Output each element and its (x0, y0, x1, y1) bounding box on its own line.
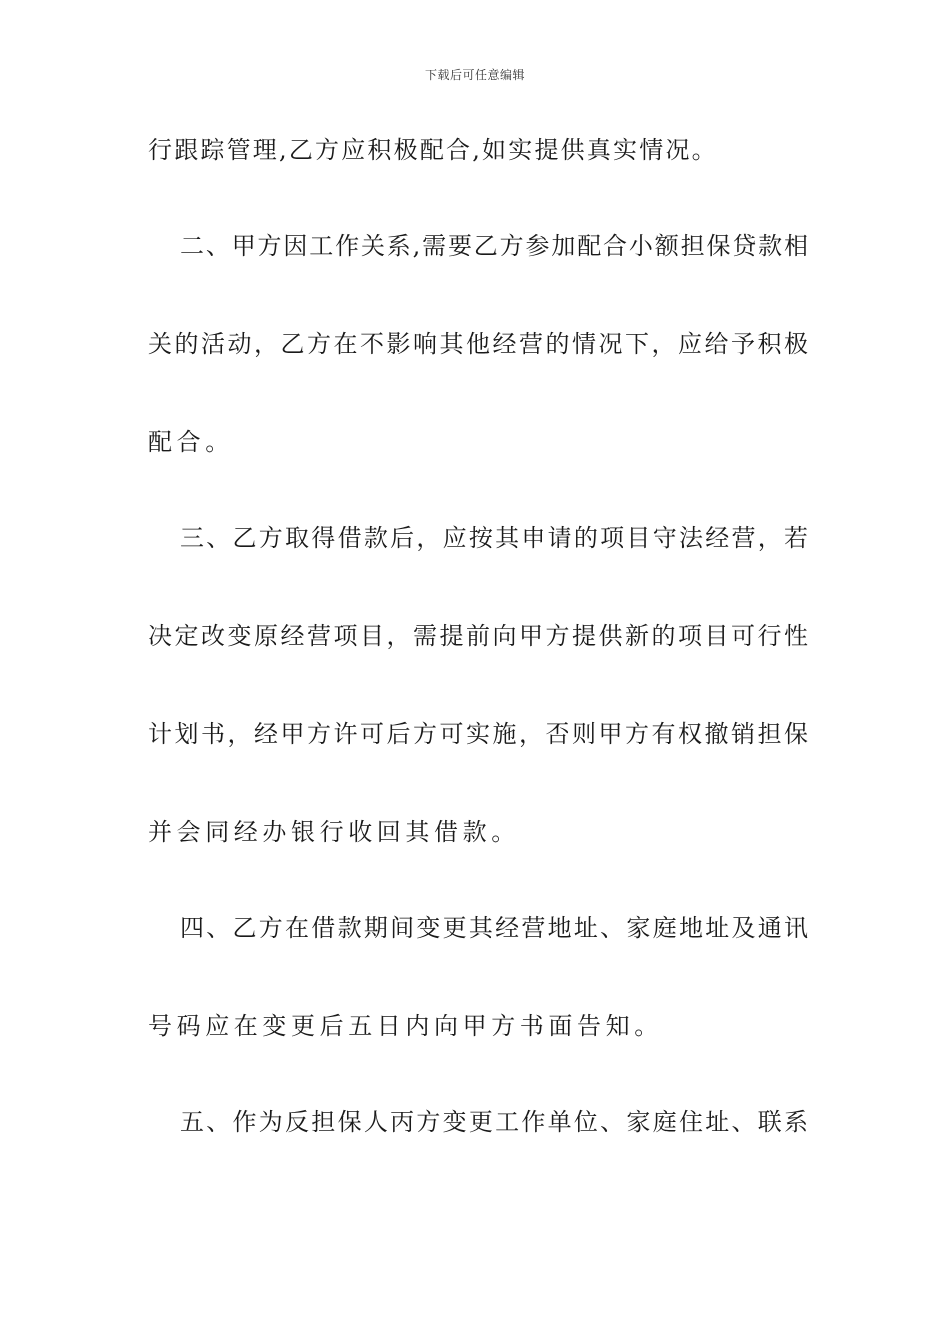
page-header: 下载后可任意编辑 (424, 68, 525, 82)
paragraph-line: 决定改变原经营项目，需提前向甲方提供新的项目可行性 (148, 622, 808, 650)
paragraph-line: 行跟踪管理,乙方应积极配合,如实提供真实情况。 (148, 136, 718, 164)
paragraph-line: 并会同经办银行收回其借款。 (148, 818, 520, 846)
paragraph-line: 四、乙方在借款期间变更其经营地址、家庭地址及通讯 (180, 914, 808, 942)
paragraph-line: 五、作为反担保人丙方变更工作单位、家庭住址、联系 (180, 1108, 808, 1136)
paragraph-line: 二、甲方因工作关系,需要乙方参加配合小额担保贷款相 (180, 232, 808, 260)
paragraph-line: 计划书，经甲方许可后方可实施，否则甲方有权撤销担保 (148, 720, 808, 748)
paragraph-line: 号码应在变更后五日内向甲方书面告知。 (148, 1012, 663, 1040)
paragraph-line: 关的活动，乙方在不影响其他经营的情况下，应给予积极 (148, 330, 808, 358)
paragraph-line: 三、乙方取得借款后，应按其申请的项目守法经营，若 (180, 524, 808, 552)
paragraph-line: 配合。 (148, 428, 234, 456)
